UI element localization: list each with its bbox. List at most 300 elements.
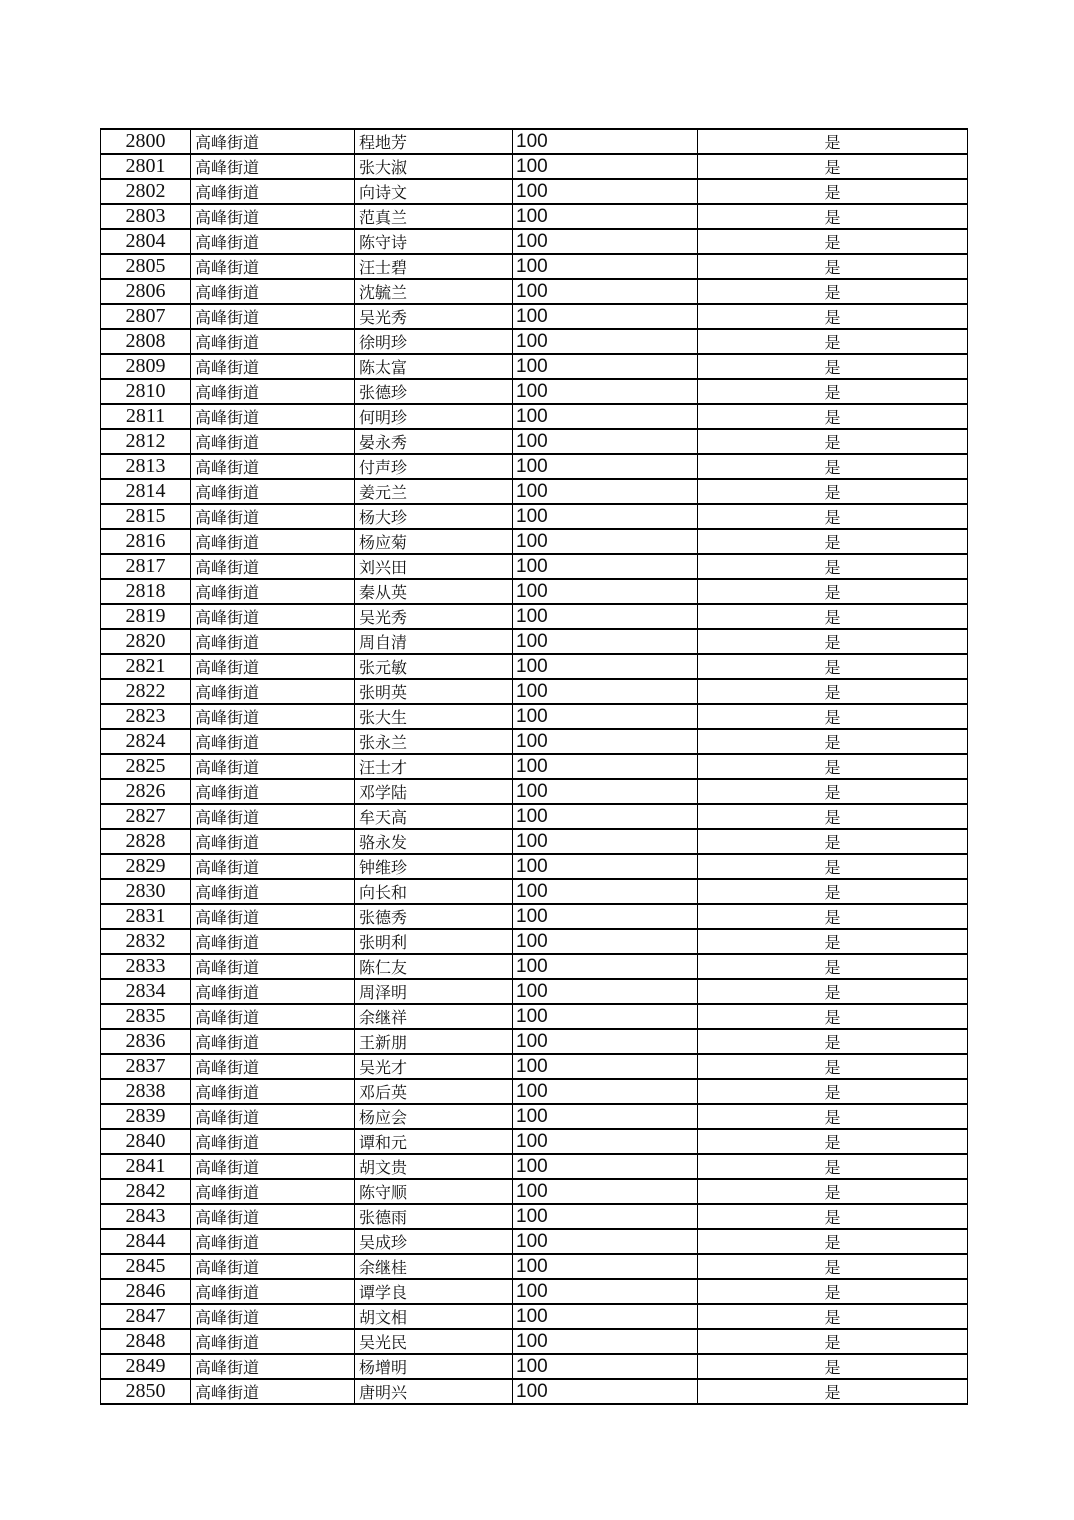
- confirmed-cell: 是: [698, 829, 968, 854]
- serial-cell: 2846: [101, 1279, 191, 1304]
- score-cell: 100: [513, 279, 698, 304]
- confirmed-cell: 是: [698, 554, 968, 579]
- name-cell: 陈守诗: [355, 229, 513, 254]
- score-cell: 100: [513, 604, 698, 629]
- serial-cell: 2816: [101, 529, 191, 554]
- table-row: [101, 1229, 968, 1254]
- table-row: [101, 1304, 968, 1329]
- street-cell: 高峰街道: [191, 504, 355, 529]
- name-cell: 张大淑: [355, 154, 513, 179]
- score-cell: 100: [513, 979, 698, 1004]
- street-cell: 高峰街道: [191, 479, 355, 504]
- confirmed-cell: 是: [698, 1329, 968, 1354]
- confirmed-cell: 是: [698, 229, 968, 254]
- score-cell: 100: [513, 754, 698, 779]
- street-cell: 高峰街道: [191, 554, 355, 579]
- name-cell: 向诗文: [355, 179, 513, 204]
- serial-cell: 2801: [101, 154, 191, 179]
- name-cell: 谭和元: [355, 1129, 513, 1154]
- serial-cell: 2811: [101, 404, 191, 429]
- confirmed-cell: 是: [698, 404, 968, 429]
- street-cell: 高峰街道: [191, 704, 355, 729]
- table-row: [101, 229, 968, 254]
- confirmed-cell: 是: [698, 579, 968, 604]
- street-cell: 高峰街道: [191, 804, 355, 829]
- serial-cell: 2818: [101, 579, 191, 604]
- street-cell: 高峰街道: [191, 854, 355, 879]
- name-cell: 汪士碧: [355, 254, 513, 279]
- serial-cell: 2814: [101, 479, 191, 504]
- score-cell: 100: [513, 1354, 698, 1379]
- score-cell: 100: [513, 654, 698, 679]
- name-cell: 胡文相: [355, 1304, 513, 1329]
- serial-cell: 2829: [101, 854, 191, 879]
- score-cell: 100: [513, 1179, 698, 1204]
- serial-cell: 2831: [101, 904, 191, 929]
- score-cell: 100: [513, 529, 698, 554]
- serial-cell: 2806: [101, 279, 191, 304]
- name-cell: 胡文贵: [355, 1154, 513, 1179]
- street-cell: 高峰街道: [191, 754, 355, 779]
- table-row: [101, 404, 968, 429]
- confirmed-cell: 是: [698, 129, 968, 154]
- street-cell: 高峰街道: [191, 204, 355, 229]
- name-cell: 徐明珍: [355, 329, 513, 354]
- street-cell: 高峰街道: [191, 1254, 355, 1279]
- serial-cell: 2830: [101, 879, 191, 904]
- street-cell: 高峰街道: [191, 1029, 355, 1054]
- confirmed-cell: 是: [698, 1204, 968, 1229]
- street-cell: 高峰街道: [191, 229, 355, 254]
- name-cell: 张明利: [355, 929, 513, 954]
- street-cell: 高峰街道: [191, 1204, 355, 1229]
- score-cell: 100: [513, 1054, 698, 1079]
- confirmed-cell: 是: [698, 854, 968, 879]
- table-row: [101, 904, 968, 929]
- table-row: [101, 954, 968, 979]
- serial-cell: 2845: [101, 1254, 191, 1279]
- serial-cell: 2849: [101, 1354, 191, 1379]
- confirmed-cell: 是: [698, 379, 968, 404]
- name-cell: 周泽明: [355, 979, 513, 1004]
- table-row: [101, 1154, 968, 1179]
- score-cell: 100: [513, 879, 698, 904]
- table-row: [101, 279, 968, 304]
- street-cell: 高峰街道: [191, 179, 355, 204]
- score-cell: 100: [513, 1129, 698, 1154]
- confirmed-cell: 是: [698, 804, 968, 829]
- confirmed-cell: 是: [698, 1154, 968, 1179]
- score-cell: 100: [513, 1004, 698, 1029]
- score-cell: 100: [513, 179, 698, 204]
- name-cell: 沈毓兰: [355, 279, 513, 304]
- confirmed-cell: 是: [698, 604, 968, 629]
- score-cell: 100: [513, 779, 698, 804]
- score-cell: 100: [513, 154, 698, 179]
- score-cell: 100: [513, 704, 698, 729]
- confirmed-cell: 是: [698, 429, 968, 454]
- name-cell: 秦从英: [355, 579, 513, 604]
- score-cell: 100: [513, 929, 698, 954]
- confirmed-cell: 是: [698, 1029, 968, 1054]
- serial-cell: 2809: [101, 354, 191, 379]
- name-cell: 范真兰: [355, 204, 513, 229]
- serial-cell: 2840: [101, 1129, 191, 1154]
- serial-cell: 2842: [101, 1179, 191, 1204]
- confirmed-cell: 是: [698, 1379, 968, 1404]
- street-cell: 高峰街道: [191, 979, 355, 1004]
- street-cell: 高峰街道: [191, 579, 355, 604]
- street-cell: 高峰街道: [191, 1129, 355, 1154]
- score-cell: 100: [513, 829, 698, 854]
- confirmed-cell: 是: [698, 754, 968, 779]
- serial-cell: 2819: [101, 604, 191, 629]
- score-cell: 100: [513, 354, 698, 379]
- confirmed-cell: 是: [698, 779, 968, 804]
- table-row: [101, 529, 968, 554]
- name-cell: 姜元兰: [355, 479, 513, 504]
- street-cell: 高峰街道: [191, 1079, 355, 1104]
- score-cell: 100: [513, 204, 698, 229]
- confirmed-cell: 是: [698, 904, 968, 929]
- name-cell: 吴成珍: [355, 1229, 513, 1254]
- score-cell: 100: [513, 1379, 698, 1404]
- name-cell: 唐明兴: [355, 1379, 513, 1404]
- name-cell: 钟维珍: [355, 854, 513, 879]
- serial-cell: 2807: [101, 304, 191, 329]
- score-cell: 100: [513, 554, 698, 579]
- serial-cell: 2843: [101, 1204, 191, 1229]
- serial-cell: 2813: [101, 454, 191, 479]
- street-cell: 高峰街道: [191, 1329, 355, 1354]
- score-cell: 100: [513, 404, 698, 429]
- confirmed-cell: 是: [698, 1179, 968, 1204]
- name-cell: 张大生: [355, 704, 513, 729]
- table-row: [101, 979, 968, 1004]
- table-body: [101, 129, 968, 1404]
- street-cell: 高峰街道: [191, 379, 355, 404]
- street-cell: 高峰街道: [191, 279, 355, 304]
- score-cell: 100: [513, 1204, 698, 1229]
- confirmed-cell: 是: [698, 204, 968, 229]
- score-cell: 100: [513, 1329, 698, 1354]
- score-cell: 100: [513, 579, 698, 604]
- table-row: [101, 554, 968, 579]
- name-cell: 何明珍: [355, 404, 513, 429]
- score-cell: 100: [513, 329, 698, 354]
- table-row: [101, 129, 968, 154]
- serial-cell: 2824: [101, 729, 191, 754]
- name-cell: 杨大珍: [355, 504, 513, 529]
- confirmed-cell: 是: [698, 1304, 968, 1329]
- score-cell: 100: [513, 904, 698, 929]
- serial-cell: 2848: [101, 1329, 191, 1354]
- street-cell: 高峰街道: [191, 429, 355, 454]
- score-cell: 100: [513, 254, 698, 279]
- name-cell: 陈仁友: [355, 954, 513, 979]
- serial-cell: 2810: [101, 379, 191, 404]
- confirmed-cell: 是: [698, 954, 968, 979]
- confirmed-cell: 是: [698, 979, 968, 1004]
- table-row: [101, 879, 968, 904]
- score-cell: 100: [513, 1279, 698, 1304]
- table-row: [101, 1129, 968, 1154]
- confirmed-cell: 是: [698, 1229, 968, 1254]
- name-cell: 牟天高: [355, 804, 513, 829]
- confirmed-cell: 是: [698, 329, 968, 354]
- street-cell: 高峰街道: [191, 1229, 355, 1254]
- confirmed-cell: 是: [698, 1104, 968, 1129]
- table-row: [101, 329, 968, 354]
- serial-cell: 2836: [101, 1029, 191, 1054]
- table-row: [101, 604, 968, 629]
- confirmed-cell: 是: [698, 729, 968, 754]
- confirmed-cell: 是: [698, 479, 968, 504]
- confirmed-cell: 是: [698, 679, 968, 704]
- table-row: [101, 479, 968, 504]
- table-row: [101, 1279, 968, 1304]
- table-row: [101, 679, 968, 704]
- serial-cell: 2844: [101, 1229, 191, 1254]
- serial-cell: 2835: [101, 1004, 191, 1029]
- table-row: [101, 929, 968, 954]
- serial-cell: 2817: [101, 554, 191, 579]
- name-cell: 邓学陆: [355, 779, 513, 804]
- street-cell: 高峰街道: [191, 454, 355, 479]
- street-cell: 高峰街道: [191, 1154, 355, 1179]
- name-cell: 刘兴田: [355, 554, 513, 579]
- table-row: [101, 1179, 968, 1204]
- score-cell: 100: [513, 1229, 698, 1254]
- score-cell: 100: [513, 379, 698, 404]
- table-row: [101, 1029, 968, 1054]
- table-row: [101, 1104, 968, 1129]
- street-cell: 高峰街道: [191, 929, 355, 954]
- street-cell: 高峰街道: [191, 829, 355, 854]
- confirmed-cell: 是: [698, 304, 968, 329]
- name-cell: 余继祥: [355, 1004, 513, 1029]
- serial-cell: 2803: [101, 204, 191, 229]
- serial-cell: 2828: [101, 829, 191, 854]
- serial-cell: 2841: [101, 1154, 191, 1179]
- street-cell: 高峰街道: [191, 304, 355, 329]
- serial-cell: 2823: [101, 704, 191, 729]
- table-row: [101, 1329, 968, 1354]
- serial-cell: 2827: [101, 804, 191, 829]
- street-cell: 高峰街道: [191, 529, 355, 554]
- street-cell: 高峰街道: [191, 1379, 355, 1404]
- name-cell: 吴光民: [355, 1329, 513, 1354]
- confirmed-cell: 是: [698, 354, 968, 379]
- street-cell: 高峰街道: [191, 1279, 355, 1304]
- name-cell: 骆永发: [355, 829, 513, 854]
- confirmed-cell: 是: [698, 1354, 968, 1379]
- name-cell: 陈太富: [355, 354, 513, 379]
- street-cell: 高峰街道: [191, 654, 355, 679]
- serial-cell: 2821: [101, 654, 191, 679]
- street-cell: 高峰街道: [191, 679, 355, 704]
- table-row: [101, 754, 968, 779]
- name-cell: 吴光秀: [355, 304, 513, 329]
- confirmed-cell: 是: [698, 1279, 968, 1304]
- name-cell: 张德雨: [355, 1204, 513, 1229]
- table-row: [101, 454, 968, 479]
- street-cell: 高峰街道: [191, 904, 355, 929]
- serial-cell: 2802: [101, 179, 191, 204]
- confirmed-cell: 是: [698, 504, 968, 529]
- serial-cell: 2805: [101, 254, 191, 279]
- score-cell: 100: [513, 679, 698, 704]
- name-cell: 张明英: [355, 679, 513, 704]
- confirmed-cell: 是: [698, 1004, 968, 1029]
- street-cell: 高峰街道: [191, 354, 355, 379]
- confirmed-cell: 是: [698, 1254, 968, 1279]
- table-row: [101, 379, 968, 404]
- street-cell: 高峰街道: [191, 1004, 355, 1029]
- score-cell: 100: [513, 804, 698, 829]
- name-cell: 陈守顺: [355, 1179, 513, 1204]
- table-row: [101, 1354, 968, 1379]
- score-cell: 100: [513, 129, 698, 154]
- score-cell: 100: [513, 504, 698, 529]
- street-cell: 高峰街道: [191, 954, 355, 979]
- serial-cell: 2839: [101, 1104, 191, 1129]
- street-cell: 高峰街道: [191, 1104, 355, 1129]
- street-cell: 高峰街道: [191, 254, 355, 279]
- name-cell: 杨增明: [355, 1354, 513, 1379]
- confirmed-cell: 是: [698, 529, 968, 554]
- table-row: [101, 579, 968, 604]
- serial-cell: 2808: [101, 329, 191, 354]
- confirmed-cell: 是: [698, 454, 968, 479]
- table-row: [101, 504, 968, 529]
- table-row: [101, 854, 968, 879]
- street-cell: 高峰街道: [191, 879, 355, 904]
- table-row: [101, 154, 968, 179]
- confirmed-cell: 是: [698, 279, 968, 304]
- confirmed-cell: 是: [698, 704, 968, 729]
- table-row: [101, 429, 968, 454]
- table-row: [101, 1004, 968, 1029]
- score-cell: 100: [513, 1079, 698, 1104]
- serial-cell: 2847: [101, 1304, 191, 1329]
- table-row: [101, 354, 968, 379]
- serial-cell: 2832: [101, 929, 191, 954]
- table-row: [101, 1054, 968, 1079]
- score-cell: 100: [513, 729, 698, 754]
- serial-cell: 2812: [101, 429, 191, 454]
- score-cell: 100: [513, 479, 698, 504]
- table-row: [101, 704, 968, 729]
- name-cell: 杨应菊: [355, 529, 513, 554]
- street-cell: 高峰街道: [191, 1304, 355, 1329]
- score-cell: 100: [513, 629, 698, 654]
- table-row: [101, 1079, 968, 1104]
- data-table: [100, 128, 968, 1405]
- confirmed-cell: 是: [698, 179, 968, 204]
- serial-cell: 2800: [101, 129, 191, 154]
- confirmed-cell: 是: [698, 154, 968, 179]
- serial-cell: 2826: [101, 779, 191, 804]
- table-row: [101, 1204, 968, 1229]
- street-cell: 高峰街道: [191, 779, 355, 804]
- name-cell: 吴光秀: [355, 604, 513, 629]
- confirmed-cell: 是: [698, 1129, 968, 1154]
- table-row: [101, 729, 968, 754]
- serial-cell: 2815: [101, 504, 191, 529]
- score-cell: 100: [513, 454, 698, 479]
- table-row: [101, 654, 968, 679]
- name-cell: 晏永秀: [355, 429, 513, 454]
- table-row: [101, 179, 968, 204]
- street-cell: 高峰街道: [191, 629, 355, 654]
- name-cell: 向长和: [355, 879, 513, 904]
- confirmed-cell: 是: [698, 654, 968, 679]
- confirmed-cell: 是: [698, 254, 968, 279]
- street-cell: 高峰街道: [191, 604, 355, 629]
- street-cell: 高峰街道: [191, 129, 355, 154]
- name-cell: 张德珍: [355, 379, 513, 404]
- confirmed-cell: 是: [698, 1054, 968, 1079]
- score-cell: 100: [513, 1254, 698, 1279]
- score-cell: 100: [513, 229, 698, 254]
- score-cell: 100: [513, 429, 698, 454]
- street-cell: 高峰街道: [191, 729, 355, 754]
- name-cell: 张永兰: [355, 729, 513, 754]
- table-row: [101, 254, 968, 279]
- serial-cell: 2820: [101, 629, 191, 654]
- score-cell: 100: [513, 954, 698, 979]
- name-cell: 张德秀: [355, 904, 513, 929]
- serial-cell: 2834: [101, 979, 191, 1004]
- name-cell: 余继桂: [355, 1254, 513, 1279]
- name-cell: 吴光才: [355, 1054, 513, 1079]
- street-cell: 高峰街道: [191, 329, 355, 354]
- serial-cell: 2825: [101, 754, 191, 779]
- name-cell: 张元敏: [355, 654, 513, 679]
- name-cell: 谭学良: [355, 1279, 513, 1304]
- name-cell: 汪士才: [355, 754, 513, 779]
- name-cell: 杨应会: [355, 1104, 513, 1129]
- serial-cell: 2837: [101, 1054, 191, 1079]
- table-row: [101, 779, 968, 804]
- table-row: [101, 1254, 968, 1279]
- table-row: [101, 1379, 968, 1404]
- table-row: [101, 629, 968, 654]
- name-cell: 王新朋: [355, 1029, 513, 1054]
- table-row: [101, 829, 968, 854]
- street-cell: 高峰街道: [191, 1354, 355, 1379]
- score-cell: 100: [513, 1029, 698, 1054]
- name-cell: 付声珍: [355, 454, 513, 479]
- table-row: [101, 804, 968, 829]
- table-row: [101, 304, 968, 329]
- serial-cell: 2822: [101, 679, 191, 704]
- street-cell: 高峰街道: [191, 404, 355, 429]
- name-cell: 周自清: [355, 629, 513, 654]
- score-cell: 100: [513, 304, 698, 329]
- confirmed-cell: 是: [698, 879, 968, 904]
- name-cell: 程地芳: [355, 129, 513, 154]
- confirmed-cell: 是: [698, 629, 968, 654]
- score-cell: 100: [513, 854, 698, 879]
- serial-cell: 2833: [101, 954, 191, 979]
- serial-cell: 2804: [101, 229, 191, 254]
- table-row: [101, 204, 968, 229]
- confirmed-cell: 是: [698, 929, 968, 954]
- name-cell: 邓后英: [355, 1079, 513, 1104]
- confirmed-cell: 是: [698, 1079, 968, 1104]
